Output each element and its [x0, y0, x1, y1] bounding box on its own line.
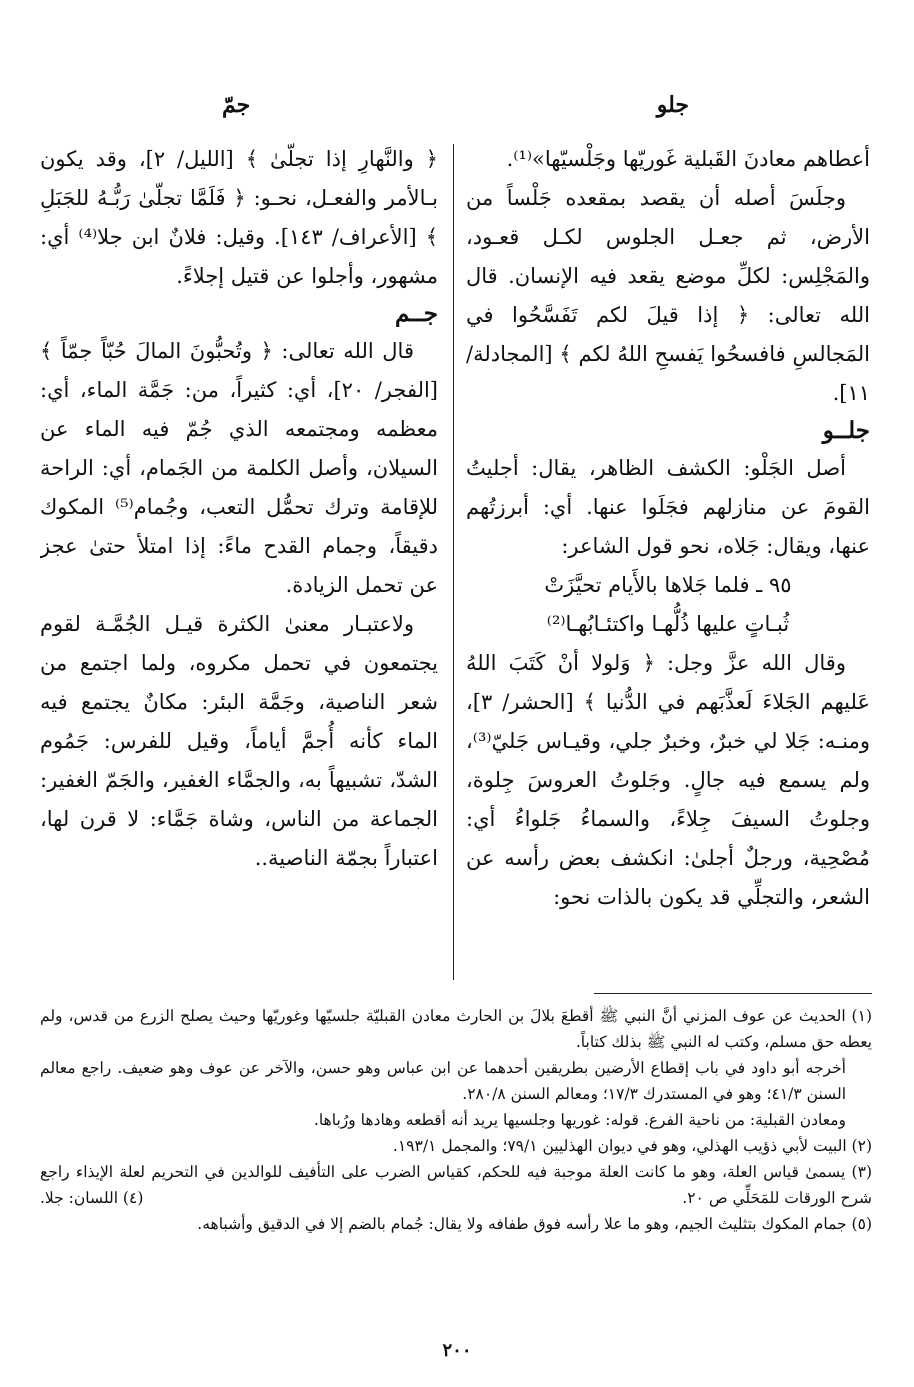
entry-heading: جلــو [822, 417, 870, 444]
paragraph: أعطاهم معادنَ القَبلية غَوريّها وجَلْسيّها»⁽¹⁾. [506, 147, 870, 171]
entry-heading: جــم [394, 300, 438, 327]
left-column [40, 140, 438, 990]
footnote-extra: (٤) اللسان: جلا. [40, 1189, 144, 1207]
paragraph: قال الله تعالى: ﴿ وتُحبُّونَ المالَ حُبّاً جمّاً ﴾ [الفجر/ ٢٠]، أي: كثيراً، من: جَمَّة الماء، أي: معظمه ومجتمعه الذي جُمّ فيه الماء عن السيلان، وأصل الكلمة من الجَمام، أي: الراحة للإقامة وترك تحمُّل التعب، وجُمام⁽⁵⁾ المكوك دقيقاً، وجمام القدح ماءً: إذا امتلأ حتىٰ عجز عن تحمل الزيادة. [40, 339, 438, 597]
paragraph: ﴿ والنَّهارِ إذا تجلّىٰ ﴾ [الليل/ ٢]، وقد يكون بـالأمر والفعـل، نحـو: ﴿ فَلَمَّا تجلّىٰ رَبُّـهُ للجَبَلِ ﴾ [الأعراف/ ١٤٣]. وقيل: فلانٌ ابن جلا⁽⁴⁾ أي: مشهور، وأجلوا عن قتيل إجلاءً. [40, 147, 438, 288]
left-header: جمّ [222, 92, 251, 118]
footnote: (١) الحديث عن عوف المزني أنَّ النبي ﷺ أقطعَ بلالَ بن الحارث معادن القبليّة جلسيّها وغوريّها وحيث يصلح الزرع من قدس، ولم يعطه حق مسلم، وكتب له النبي ﷺ بذلك كتاباً. [40, 1007, 872, 1051]
verse-line: ٩٥ ـ فلما جَلاها بالأَيام تحيَّزَتْ [544, 573, 792, 597]
verse-line: ثُبـاتٍ عليها ذُلُّهـا واكتئـابُهـا⁽²⁾ [546, 612, 790, 636]
paragraph: ولاعتبـار معنىٰ الكثرة قيـل الجُمَّـة لقوم يجتمعون في تحمل مكروه، ولما اجتمع من شعر الناصية، وجَمَّة البئر: مكانٌ يجتمع فيه الماء كأنه أُجمَّ أياماً، وقيل للفرس: جَمُوم الشدّ، تشبيهاً به، والجمَّاء الغفير، والجَمّ الغفير: الجماعة من الناس، وشاة جَمَّاء: لا قرن لها، اعتباراً بجمّة الناصية.. [40, 612, 438, 870]
right-column [466, 140, 870, 990]
footnote: (٢) البيت لأبي ذؤيب الهذلي، وهو في ديوان الهذليين ٧٩/١؛ والمجمل ١٩٣/١. [392, 1137, 872, 1155]
footnote: ومعادن القبلية: من ناحية الفرع. قوله: غوريها وجلسيها يريد أنه أقطعه وهادها ورُباها. [313, 1111, 846, 1129]
column-divider [453, 144, 454, 980]
right-header: جلو [656, 92, 689, 118]
paragraph: وقال الله عزَّ وجل: ﴿ وَلولا أنْ كَتَبَ اللهُ عَليهم الجَلاءَ لَعذَّبَهم في الدُّنيا ﴾ [الحشر/ ٣]، ومنـه: جَلا لي خبرٌ، وخبرٌ جلي، وقيـاس جَليّ⁽³⁾، ولم يسمع فيه جالٍ. وجَلوتُ العروسَ جِلوة، وجلوتُ السيفَ جِلاءً، والسماءُ جَلواءُ أي: مُصْحِية، ورجلٌ أجلىٰ: انكشف بعض رأسه عن الشعر، والتجلِّي قد يكون بالذات نحو: [466, 651, 870, 909]
page-number: ٢٠٠ [442, 1340, 472, 1361]
footnote: (٥) جمام المكوك بتثليث الجيم، وهو ما علا رأسه فوق طفافه ولا يقال: جُمام بالضم إلا في الدقيق وأشباهه. [197, 1215, 872, 1233]
footnotes [40, 1003, 872, 1237]
footnote: (٣) يسمىٰ قياس العلة، وهو ما كانت العلة موجبة فيه للحكم، كقياس الضرب على التأفيف للوالدين في التحريم لعلة الإيذاء راجع شرح الورقات للمَحَلِّي ص ٢٠. (٤) اللسان: جلا. [40, 1159, 872, 1211]
paragraph: أصل الجَلْو: الكشف الظاهر، يقال: أجليتُ القومَ عن منازلهم فجَلَوا عنها. أي: أبرزتُهم عنها، ويقال: جَلاه، نحو قول الشاعر: [466, 456, 870, 558]
paragraph: وجلَسَ أصله أن يقصد بمقعده جَلْساً من الأرض، ثم جعـل الجلوس لكـل قعـود، والمَجْلِس: لكلِّ موضع يقعد فيه الإنسان. قال الله تعالى: ﴿ إذا قيلَ لكم تَفَسَّحُوا في المَجالسِ فافسحُوا يَفسحِ اللهُ لكم ﴾ [المجادلة/ ١١]. [466, 186, 870, 405]
footnote-separator [594, 993, 872, 994]
footnote: أخرجه أبو داود في باب إقطاع الأرضين بطريقين أحدهما عن ابن عباس وهو حسن، والآخر عن عوف وهو ضعيف. راجع معالم السنن ٤١/٣؛ وهو في المستدرك ١٧/٣؛ ومعالم السنن ٢٨٠/٨. [40, 1059, 846, 1103]
